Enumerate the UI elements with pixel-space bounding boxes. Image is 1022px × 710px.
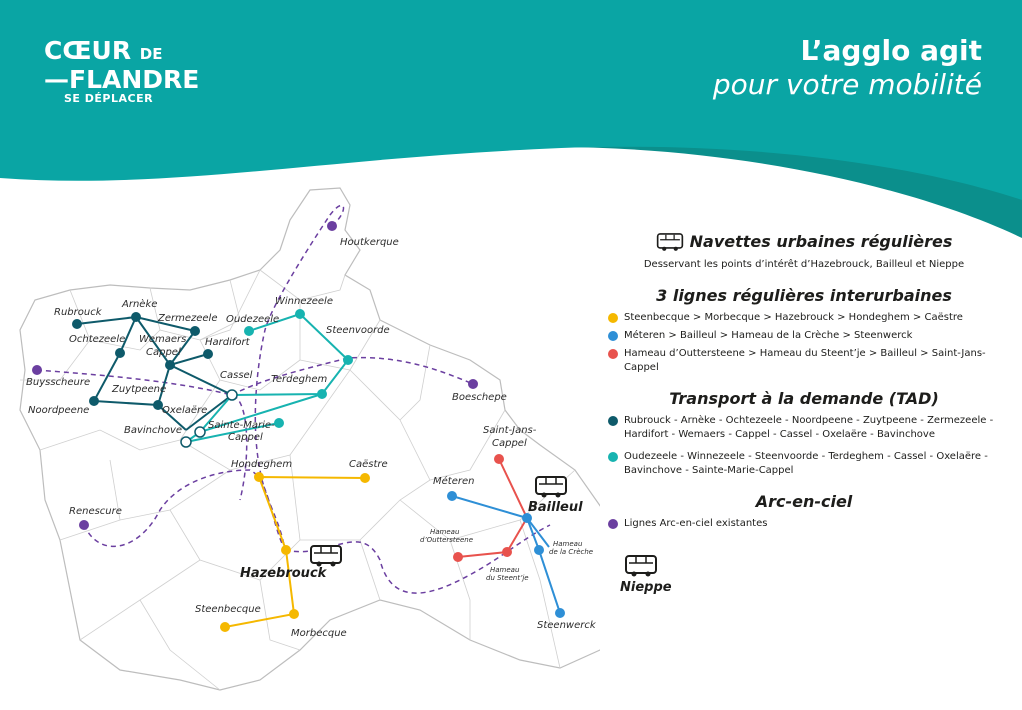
- stop-meteren: [447, 491, 457, 501]
- label-noordpeene: Noordpeene: [28, 405, 90, 416]
- legend-item-red: [608, 347, 1004, 375]
- legend-item-blue: [608, 329, 1004, 343]
- headline-title: L’agglo agit: [800, 34, 982, 67]
- label-caestre: Caëstre: [349, 459, 388, 470]
- label-hondeghem: Hondeghem: [231, 459, 293, 470]
- stop-ochtezeele: [115, 348, 125, 358]
- label-zuytpeene: Zuytpeene: [112, 384, 167, 395]
- label-bavinchove: Bavinchove: [124, 425, 183, 436]
- blue-dot-icon: [608, 331, 618, 341]
- stop-saint-jans-cappel: [494, 454, 504, 464]
- label-outtersteene-1: Hameau: [430, 528, 460, 536]
- legend-item-text: Steenbecque > Morbecque > Hazebrouck > Hondeghem > Caëstre: [624, 311, 963, 323]
- label-wemaers: Wemaers: [139, 334, 187, 345]
- label-winnezeele: Winnezeele: [275, 296, 333, 307]
- stop-buysscheure: [32, 365, 42, 375]
- logo-line1: CŒUR: [44, 36, 132, 65]
- label-houtkerque: Houtkerque: [340, 237, 399, 248]
- legend-item-text: Oudezeele - Winnezeele - Steenvoorde - Terdeghem - Cassel - Oxelaëre - Bavinchove - Sainte-Marie-Cappel: [624, 450, 988, 476]
- stop-steenwerck: [555, 608, 565, 618]
- city-bailleul: Bailleul: [528, 500, 583, 515]
- stop-hondeghem: [254, 472, 264, 482]
- navettes-subtitle: Desservant les points d’intérêt d’Hazebrouck, Bailleul et Nieppe: [643, 258, 965, 270]
- stop-renescure: [79, 520, 89, 530]
- stop-hardifort: [203, 349, 213, 359]
- legend-item-tad-teal: [608, 450, 1004, 478]
- label-terdeghem: Terdeghem: [271, 374, 328, 385]
- stop-wemaers: [165, 360, 175, 370]
- legend-item-yellow: [608, 311, 1004, 325]
- label-steentje-1: Hameau: [490, 566, 520, 574]
- bus-icon: [311, 546, 341, 567]
- label-oudezeele: Oudezeele: [226, 314, 280, 325]
- label-arneke: Arnèke: [122, 299, 158, 310]
- logo-line2: —FLANDRE: [44, 65, 200, 94]
- arc-title: Arc-en-ciel: [755, 491, 853, 511]
- city-hazebrouck: Hazebrouck: [240, 566, 327, 581]
- stop-hazebrouck: [281, 545, 291, 555]
- stop-houtkerque: [327, 221, 337, 231]
- dark-teal-dot-icon: [608, 416, 618, 426]
- headline: [713, 34, 982, 102]
- legend-item-arc: [608, 517, 1004, 531]
- stop-bavinchove-b: [181, 437, 191, 447]
- label-meteren: Méteren: [433, 476, 475, 487]
- stop-sainte-marie-cappel: [274, 418, 284, 428]
- label-oxelaere: Oxelaëre: [162, 405, 208, 416]
- legend-item-text: Lignes Arc-en-ciel existantes: [624, 517, 768, 529]
- label-steenwerck: Steenwerck: [537, 620, 596, 631]
- stop-outtersteene: [453, 552, 463, 562]
- stop-arneke: [131, 312, 141, 322]
- stop-morbecque: [289, 609, 299, 619]
- label-cappel: Cappel: [146, 347, 181, 358]
- stop-cassel: [227, 390, 237, 400]
- stop-creche: [534, 545, 544, 555]
- teal-dot-icon: [608, 452, 618, 462]
- bus-icon: [536, 477, 566, 498]
- logo-line3: SE DÉPLACER: [64, 92, 154, 105]
- logo-line1-small: DE: [139, 45, 163, 63]
- bus-icon: [624, 555, 658, 579]
- stop-terdeghem: [317, 389, 327, 399]
- label-steenbecque: Steenbecque: [195, 604, 261, 615]
- tad-title: Transport à la demande (TAD): [669, 388, 939, 408]
- yellow-dot-icon: [608, 313, 618, 323]
- purple-dot-icon: [608, 519, 618, 529]
- stop-boeschepe: [468, 379, 478, 389]
- label-hardifort: Hardifort: [205, 337, 250, 348]
- label-steentje-2: du Steent’je: [486, 574, 529, 582]
- stop-winnezeele: [295, 309, 305, 319]
- label-outtersteene-2: d’Outtersteene: [420, 536, 474, 544]
- label-saint-jans-cappel-1: Saint-Jans-: [483, 425, 537, 436]
- stop-steentje: [502, 547, 512, 557]
- red-dot-icon: [608, 349, 618, 359]
- legend-item-text: Hameau d’Outtersteene > Hameau du Steent’je > Bailleul > Saint-Jans-Cappel: [624, 347, 986, 373]
- navettes-title-text: Navettes urbaines régulières: [689, 232, 953, 251]
- stop-caestre: [360, 473, 370, 483]
- label-buysscheure: Buysscheure: [26, 377, 91, 388]
- stop-steenbecque: [220, 622, 230, 632]
- bus-icon: [656, 233, 684, 253]
- legend: [604, 232, 1004, 531]
- city-nieppe: Nieppe: [620, 580, 672, 595]
- stop-noordpeene: [89, 396, 99, 406]
- stop-bavinchove-a: [195, 427, 205, 437]
- headline-subtitle: pour votre mobilité: [712, 68, 982, 101]
- label-boeschepe: Boeschepe: [452, 392, 507, 403]
- stop-oudezeele: [244, 326, 254, 336]
- legend-item-text: Rubrouck - Arnèke - Ochtezeele - Noordpeene - Zuytpeene - Zermezeele - Hardifort - Wemaers - Cappel - Cassel - Oxelaëre - Bavinchove: [624, 414, 994, 440]
- label-sainte-marie-cappel-2: Cappel: [228, 432, 263, 443]
- legend-item-text: Méteren > Bailleul > Hameau de la Crèche > Steenwerck: [624, 329, 913, 341]
- legend-navettes-title: [604, 232, 1004, 253]
- label-creche-2: de la Crèche: [549, 548, 594, 556]
- label-ochtezeele: Ochtezeele: [69, 334, 126, 345]
- label-zermezeele: Zermezeele: [158, 313, 218, 324]
- stop-rubrouck: [72, 319, 82, 329]
- label-steenvoorde: Steenvoorde: [326, 325, 390, 336]
- label-rubrouck: Rubrouck: [54, 307, 102, 318]
- label-renescure: Renescure: [69, 506, 122, 517]
- interurbaines-title: 3 lignes régulières interurbaines: [656, 285, 952, 305]
- label-saint-jans-cappel-2: Cappel: [492, 438, 527, 449]
- label-cassel: Cassel: [220, 370, 253, 381]
- stop-zermezeele: [190, 326, 200, 336]
- label-sainte-marie-cappel-1: Sainte-Marie-: [208, 420, 275, 431]
- label-creche-1: Hameau: [553, 540, 583, 548]
- stop-steenvoorde: [343, 355, 353, 365]
- legend-item-tad-dark: [608, 414, 1004, 442]
- label-morbecque: Morbecque: [291, 628, 347, 639]
